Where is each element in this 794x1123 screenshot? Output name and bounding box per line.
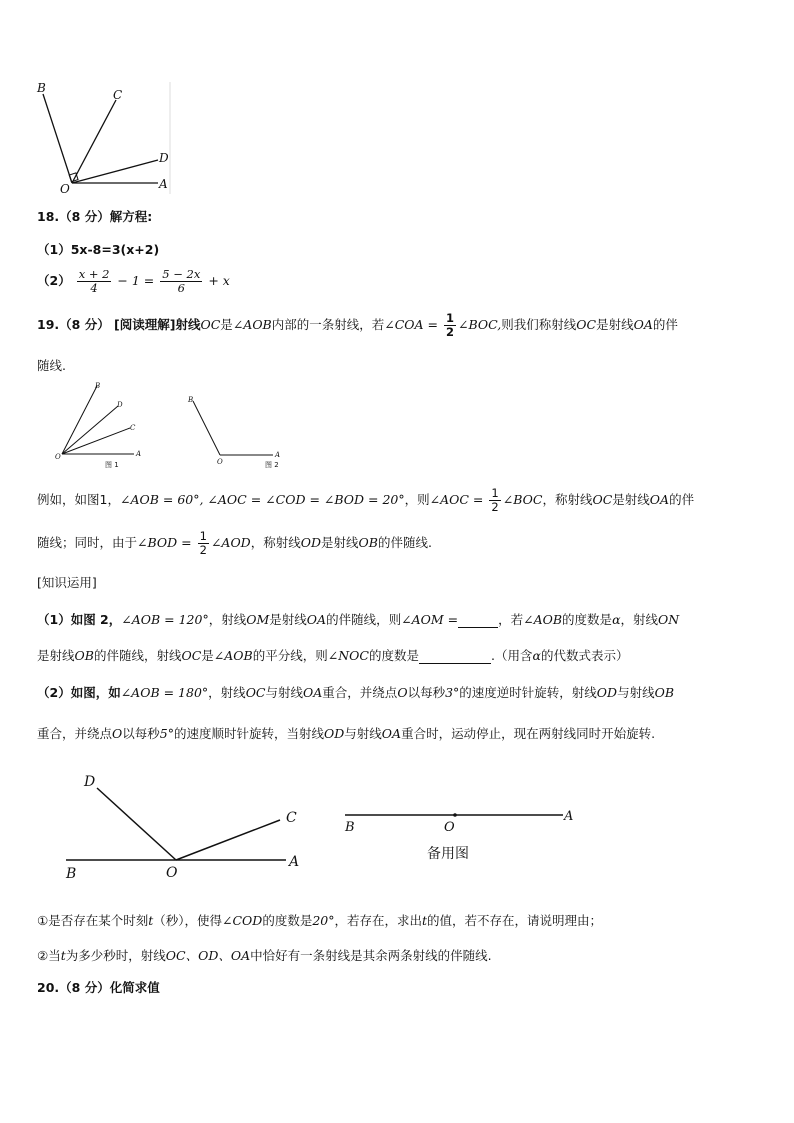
q20-heading: 20.（8 分）化简求值 bbox=[37, 980, 160, 995]
q19-sub1-line2: 是射线OB的伴随线，射线OC是∠AOB的平分线，则∠NOC的度数是 .（用含α的代数式表示） bbox=[37, 648, 629, 663]
label-o: O bbox=[60, 182, 70, 196]
rotation-figure bbox=[60, 765, 310, 885]
knowledge-heading: [知识运用] bbox=[37, 575, 97, 590]
answer-blank-1[interactable] bbox=[458, 612, 498, 628]
q19-q2: ②当t为多少秒时，射线OC、OD、OA中恰好有一条射线是其余两条射线的伴随线. bbox=[37, 948, 492, 963]
svg-text:C: C bbox=[286, 810, 297, 826]
ray-ob bbox=[43, 94, 72, 183]
svg-text:O: O bbox=[55, 453, 61, 461]
svg-text:B: B bbox=[345, 820, 355, 835]
half-fraction: $\frac{1}{2}$ bbox=[446, 311, 455, 339]
q18-part2-prefix: （2） bbox=[37, 273, 71, 288]
svg-text:A: A bbox=[289, 854, 300, 870]
q19-q1: ①是否存在某个时刻t（秒），使得∠COD的度数是20°，若存在，求出t的值，若不存在，请说明理由； bbox=[37, 913, 603, 928]
label-a: A bbox=[159, 177, 168, 191]
ray-od bbox=[72, 160, 158, 183]
label-d: D bbox=[159, 151, 169, 165]
q19-sub1-line1: （1）如图 2，∠AOB = 120°，射线OM是射线OA的伴随线，则∠AOM = ，若∠AOB的度数是α，射线ON bbox=[37, 612, 680, 627]
q19-example-line2: 随线；同时，由于∠BOD = $\frac{1}{2}$ ∠AOD，称射线OD是射线OB的伴随线. bbox=[37, 529, 432, 557]
figure-1 bbox=[50, 380, 150, 472]
fraction-1: $\frac{x + 2}{4}$ bbox=[78, 267, 110, 295]
svg-text:A: A bbox=[275, 451, 281, 459]
svg-text:A: A bbox=[136, 450, 142, 458]
svg-text:B: B bbox=[95, 382, 101, 390]
svg-text:O: O bbox=[444, 820, 455, 835]
label-b: B bbox=[37, 81, 46, 95]
svg-text:C: C bbox=[130, 424, 136, 432]
q19-line2: 随线. bbox=[37, 358, 66, 373]
q19-sub2-line1: （2）如图，如∠AOB = 180°，射线OC与射线OA重合，并绕点O以每秒3°的速度逆时针旋转，射线OD与射线OB bbox=[37, 685, 675, 700]
q19-example-line: 例如，如图1，∠AOB = 60°, ∠AOC = ∠COD = ∠BOD = 20°，则∠AOC = $\frac{1}{2}$ ∠BOC，称射线OC是射线OA的伴 bbox=[37, 486, 695, 514]
svg-text:图 1: 图 1 bbox=[105, 461, 119, 469]
svg-text:备用图: 备用图 bbox=[427, 846, 469, 862]
answer-blank-2[interactable] bbox=[419, 648, 491, 664]
svg-text:图 2: 图 2 bbox=[265, 461, 279, 469]
label-c: C bbox=[113, 88, 123, 102]
fraction-2: $\frac{5 - 2x}{6}$ bbox=[162, 267, 201, 295]
top-angle-figure bbox=[30, 76, 180, 198]
svg-text:B: B bbox=[188, 396, 194, 404]
svg-text:D: D bbox=[84, 774, 96, 790]
svg-text:O: O bbox=[217, 458, 223, 466]
q18-heading: 18.（8 分）解方程: bbox=[37, 209, 153, 224]
q19-sub2-line2: 重合，并绕点O以每秒5°的速度顺时针旋转，当射线OD与射线OA重合时，运动停止，现在两射线同时开始旋转. bbox=[37, 726, 656, 741]
svg-text:D: D bbox=[117, 401, 123, 409]
figure-2 bbox=[185, 393, 295, 473]
svg-text:A: A bbox=[564, 809, 574, 824]
q18-part1: （1）5x-8=3(x+2) bbox=[37, 242, 160, 257]
q18-part2: （2） $\frac{x + 2}{4}$ − 1 = $\frac{5 - 2x}{6}$ + x bbox=[37, 267, 230, 295]
svg-text:O: O bbox=[166, 865, 178, 881]
svg-text:B: B bbox=[66, 866, 77, 882]
spare-figure bbox=[335, 800, 585, 870]
ray-oc bbox=[72, 100, 116, 183]
q19-line1: 19.（8 分） [阅读理解]射线OC是∠AOB内部的一条射线，若∠COA = $\frac{1}{2}$ ∠BOC,则我们称射线OC是射线OA的伴 bbox=[37, 311, 678, 339]
